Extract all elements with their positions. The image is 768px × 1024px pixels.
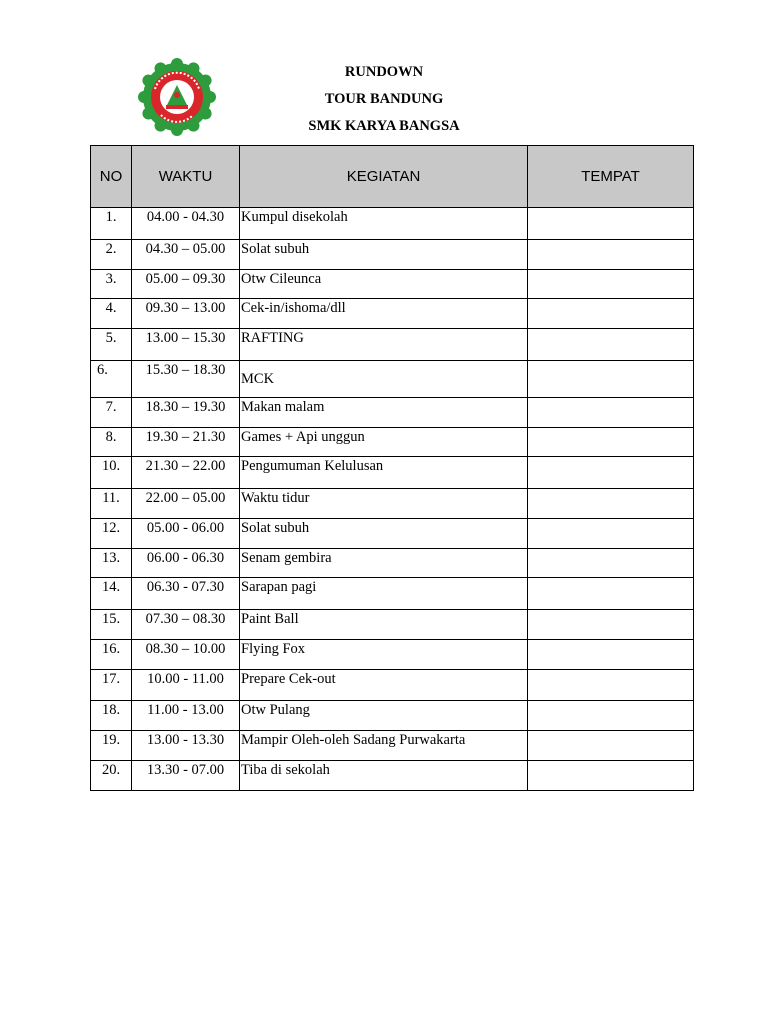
cell-tempat bbox=[528, 670, 694, 701]
document-title: RUNDOWN bbox=[344, 64, 424, 80]
cell-no: 2. bbox=[91, 240, 132, 270]
cell-waktu: 04.30 – 05.00 bbox=[132, 240, 240, 270]
cell-kegiatan: Solat subuh bbox=[240, 240, 528, 270]
cell-tempat bbox=[528, 519, 694, 549]
cell-kegiatan: Games + Api unggun bbox=[240, 428, 528, 457]
cell-tempat bbox=[528, 761, 694, 791]
cell-no: 18. bbox=[91, 701, 132, 731]
table-row bbox=[91, 329, 694, 361]
cell-waktu: 09.30 – 13.00 bbox=[132, 299, 240, 329]
cell-tempat bbox=[528, 398, 694, 428]
cell-no: 13. bbox=[91, 549, 132, 578]
cell-kegiatan: Solat subuh bbox=[240, 519, 528, 549]
cell-kegiatan: Otw Cileunca bbox=[240, 270, 528, 299]
cell-tempat bbox=[528, 208, 694, 240]
table-row bbox=[91, 240, 694, 270]
cell-tempat bbox=[528, 610, 694, 640]
table-header-row bbox=[91, 146, 694, 208]
table-row bbox=[91, 208, 694, 240]
table-row bbox=[91, 270, 694, 299]
document-subtitle: TOUR BANDUNG bbox=[324, 91, 444, 107]
table-row bbox=[91, 519, 694, 549]
table-row bbox=[91, 761, 694, 791]
cell-no: 6. bbox=[91, 361, 132, 398]
table-row bbox=[91, 428, 694, 457]
cell-kegiatan: Sarapan pagi bbox=[240, 578, 528, 610]
cell-kegiatan: Mampir Oleh-oleh Sadang Purwakarta bbox=[240, 731, 528, 761]
cell-kegiatan: Makan malam bbox=[240, 398, 528, 428]
cell-tempat bbox=[528, 489, 694, 519]
cell-no: 7. bbox=[91, 398, 132, 428]
table-row bbox=[91, 361, 694, 398]
cell-tempat bbox=[528, 240, 694, 270]
cell-kegiatan: Paint Ball bbox=[240, 610, 528, 640]
cell-waktu: 13.00 - 13.30 bbox=[132, 731, 240, 761]
cell-kegiatan: Kumpul disekolah bbox=[240, 208, 528, 240]
cell-waktu: 05.00 – 09.30 bbox=[132, 270, 240, 299]
cell-no: 5. bbox=[91, 329, 132, 361]
cell-waktu: 18.30 – 19.30 bbox=[132, 398, 240, 428]
cell-kegiatan: Flying Fox bbox=[240, 640, 528, 670]
cell-tempat bbox=[528, 299, 694, 329]
cell-kegiatan: Otw Pulang bbox=[240, 701, 528, 731]
cell-no: 8. bbox=[91, 428, 132, 457]
table-row bbox=[91, 299, 694, 329]
cell-waktu: 21.30 – 22.00 bbox=[132, 457, 240, 489]
table-row bbox=[91, 398, 694, 428]
cell-tempat bbox=[528, 549, 694, 578]
table-row bbox=[91, 701, 694, 731]
cell-waktu: 06.00 - 06.30 bbox=[132, 549, 240, 578]
table-row bbox=[91, 640, 694, 670]
cell-no: 12. bbox=[91, 519, 132, 549]
cell-kegiatan: MCK bbox=[240, 361, 528, 398]
cell-kegiatan: Senam gembira bbox=[240, 549, 528, 578]
cell-tempat bbox=[528, 578, 694, 610]
cell-no: 11. bbox=[91, 489, 132, 519]
cell-tempat bbox=[528, 457, 694, 489]
school-emblem-icon bbox=[138, 58, 216, 136]
cell-waktu: 06.30 - 07.30 bbox=[132, 578, 240, 610]
table-row bbox=[91, 610, 694, 640]
cell-waktu: 08.30 – 10.00 bbox=[132, 640, 240, 670]
column-header-tempat: TEMPAT bbox=[528, 146, 694, 208]
table-row bbox=[91, 670, 694, 701]
cell-waktu: 19.30 – 21.30 bbox=[132, 428, 240, 457]
cell-waktu: 22.00 – 05.00 bbox=[132, 489, 240, 519]
cell-kegiatan: Cek-in/ishoma/dll bbox=[240, 299, 528, 329]
cell-no: 14. bbox=[91, 578, 132, 610]
cell-waktu: 10.00 - 11.00 bbox=[132, 670, 240, 701]
cell-tempat bbox=[528, 701, 694, 731]
cell-kegiatan: Waktu tidur bbox=[240, 489, 528, 519]
table-row bbox=[91, 731, 694, 761]
cell-waktu: 04.00 - 04.30 bbox=[132, 208, 240, 240]
cell-waktu: 13.30 - 07.00 bbox=[132, 761, 240, 791]
cell-no: 1. bbox=[91, 208, 132, 240]
cell-kegiatan: Tiba di sekolah bbox=[240, 761, 528, 791]
cell-no: 10. bbox=[91, 457, 132, 489]
rundown-table bbox=[90, 145, 694, 791]
cell-waktu: 07.30 – 08.30 bbox=[132, 610, 240, 640]
cell-kegiatan: RAFTING bbox=[240, 329, 528, 361]
column-header-kegiatan: KEGIATAN bbox=[240, 146, 528, 208]
school-name: SMK KARYA BANGSA bbox=[308, 118, 460, 134]
table-row bbox=[91, 489, 694, 519]
cell-no: 20. bbox=[91, 761, 132, 791]
cell-no: 15. bbox=[91, 610, 132, 640]
cell-waktu: 11.00 - 13.00 bbox=[132, 701, 240, 731]
cell-kegiatan: Pengumuman Kelulusan bbox=[240, 457, 528, 489]
cell-tempat bbox=[528, 270, 694, 299]
cell-tempat bbox=[528, 428, 694, 457]
table-row bbox=[91, 457, 694, 489]
table-row bbox=[91, 549, 694, 578]
cell-no: 4. bbox=[91, 299, 132, 329]
cell-tempat bbox=[528, 640, 694, 670]
cell-kegiatan: Prepare Cek-out bbox=[240, 670, 528, 701]
cell-no: 3. bbox=[91, 270, 132, 299]
table-row bbox=[91, 578, 694, 610]
cell-no: 19. bbox=[91, 731, 132, 761]
cell-no: 16. bbox=[91, 640, 132, 670]
cell-no: 17. bbox=[91, 670, 132, 701]
cell-tempat bbox=[528, 329, 694, 361]
cell-waktu: 13.00 – 15.30 bbox=[132, 329, 240, 361]
column-header-waktu: WAKTU bbox=[132, 146, 240, 208]
cell-waktu: 05.00 - 06.00 bbox=[132, 519, 240, 549]
cell-waktu: 15.30 – 18.30 bbox=[132, 361, 240, 398]
cell-tempat bbox=[528, 731, 694, 761]
column-header-no: NO bbox=[91, 146, 132, 208]
cell-tempat bbox=[528, 361, 694, 398]
